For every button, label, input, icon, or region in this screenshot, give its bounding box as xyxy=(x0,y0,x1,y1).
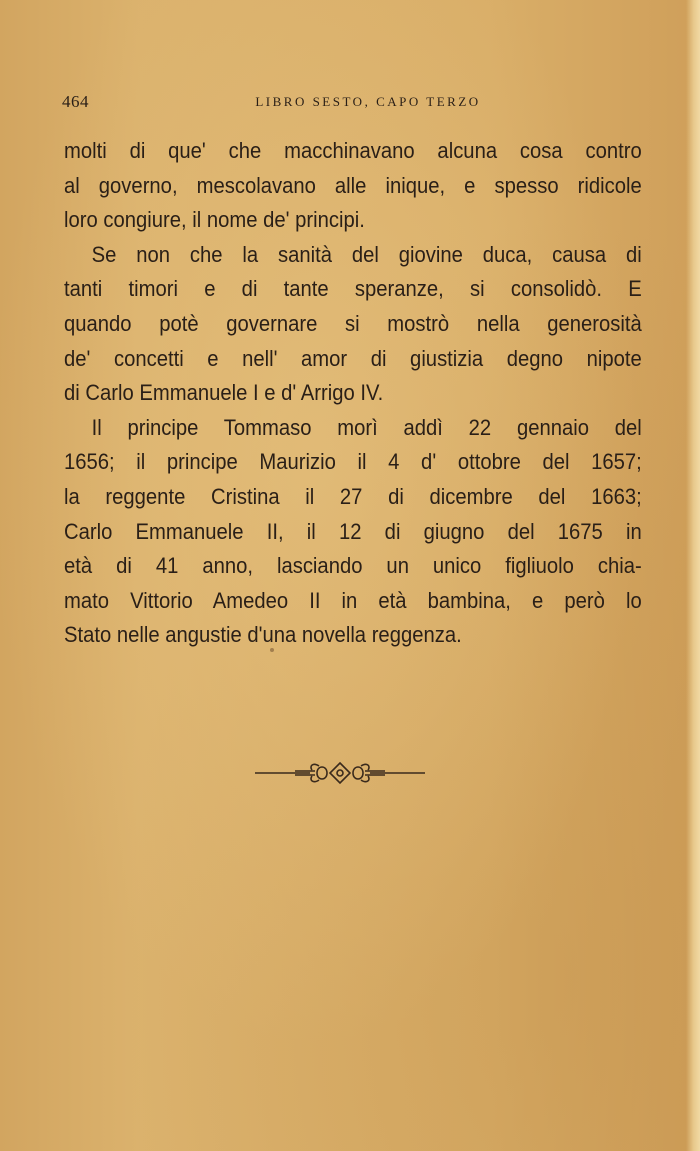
paper-speck xyxy=(270,648,274,652)
running-head xyxy=(62,92,644,114)
text-line: Il principe Tommaso morì addì 22 gennaio del xyxy=(91,414,642,440)
text-line: mato Vittorio Amedeo II in età bambina, e però lo xyxy=(64,587,642,613)
page-number: 464 xyxy=(62,92,89,111)
text-line: di Carlo Emmanuele I e d' Arrigo IV. xyxy=(64,380,384,406)
running-title: LIBRO SESTO, CAPO TERZO xyxy=(255,94,481,109)
text-line: Stato nelle angustie d'una novella reggenza. xyxy=(64,622,462,648)
text-line: quando potè governare si mostrò nella generosità xyxy=(64,310,642,336)
body-text xyxy=(64,134,642,653)
text-line: 1656; il principe Maurizio il 4 d' ottobre del 1657; xyxy=(64,449,642,475)
decorative-divider-icon xyxy=(255,760,425,786)
text-line: de' concetti e nell' amor di giustizia degno nipote xyxy=(64,345,642,371)
text-line: al governo, mescolavano alle inique, e spesso ridicole xyxy=(64,172,642,198)
text-line: loro congiure, il nome de' principi. xyxy=(64,207,365,233)
text-line: la reggente Cristina il 27 di dicembre del 1663; xyxy=(64,483,642,509)
page-edge xyxy=(686,0,700,1151)
text-line: Se non che la sanità del giovine duca, causa di xyxy=(91,241,642,267)
text-line: tanti timori e di tante speranze, si consolidò. E xyxy=(64,276,642,302)
text-line: Carlo Emmanuele II, il 12 di giugno del 1675 in xyxy=(64,518,642,544)
text-line: età di 41 anno, lasciando un unico figliuolo chia- xyxy=(64,553,642,579)
text-line: molti di que' che macchinavano alcuna cosa contro xyxy=(64,138,642,163)
